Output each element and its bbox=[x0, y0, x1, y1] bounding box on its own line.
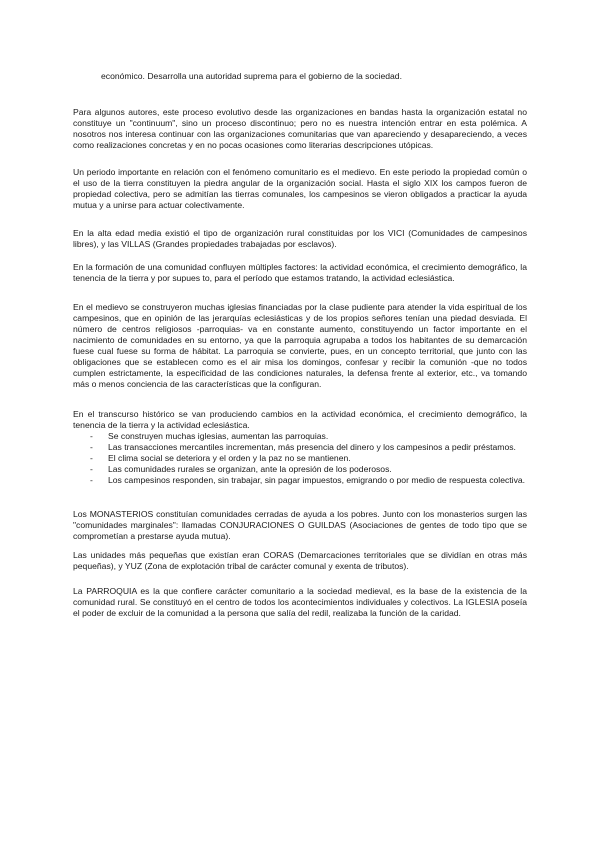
paragraph-parroquia-iglesia: La PARROQUIA es la que confiere carácter comunitario a la sociedad medieval, es la base de la existencia de la comunidad rural. Se constituyó en el centro de todos los acontecimientos individuales y colectivos. La IGLESIA poseía el poder de excluir de la comunidad a la persona que salía del redil, realizaba la función de la caridad. bbox=[73, 586, 527, 618]
list-item bbox=[88, 475, 527, 486]
list-item-text: Las comunidades rurales se organizan, ante la opresión de los poderosos. bbox=[108, 464, 392, 474]
list-item-text: Los campesinos responden, sin trabajar, sin pagar impuestos, emigrando o por medio de respuesta colectiva. bbox=[108, 475, 526, 485]
paragraph-vici-villas: En la alta edad media existió el tipo de organización rural constituidas por los VICI (Comunidades de campesinos libres), y las VILLAS (Grandes propiedades trabajadas por esclavos). bbox=[73, 228, 527, 249]
list-item bbox=[88, 431, 527, 442]
list-item-text: Las transacciones mercantiles incrementan, más presencia del dinero y los campesinos a pedir préstamos. bbox=[108, 442, 516, 452]
list-item bbox=[88, 453, 527, 464]
list-item bbox=[88, 464, 527, 475]
paragraph-historical-changes: En el transcurso histórico se van produciendo cambios en la actividad económica, el crecimiento demográfico, la tenencia de la tierra y la actividad eclesiástica. bbox=[73, 409, 527, 430]
paragraph-coras-yuz: Las unidades más pequeñas que existían eran CORAS (Demarcaciones territoriales que se dividían en otras más pequeñas), y YUZ (Zona de explotación tribal de carácter comunal y exenta de tributos). bbox=[73, 550, 527, 571]
list-dash: - bbox=[90, 453, 93, 463]
paragraph-community-factors: En la formación de una comunidad confluyen múltiples factores: la actividad económica, el crecimiento demográfico, la tenencia de la tierra y por supues to, para el período que estamos tratando, la actividad eclesiástica. bbox=[73, 262, 527, 283]
list-dash: - bbox=[90, 431, 93, 441]
paragraph-evolution-debate: Para algunos autores, este proceso evolutivo desde las organizaciones en bandas hasta la organización estatal no constituye un "continuum", sino un proceso discontinuo; pero no es nuestra intención entrar en esta polémica. A nosotros nos interesa continuar con las organizaciones comunitarias que van apareciendo y desapareciendo, a veces como realizaciones concretas y en no pocas ocasiones como literarias descripciones utópicas. bbox=[73, 107, 527, 150]
paragraph-medieval-period: Un periodo importante en relación con el fenómeno comunitario es el medievo. En este periodo la propiedad común o el uso de la tierra constituyen la piedra angular de la organización social. Hasta el siglo XIX los campos fueron de propiedad colectiva, pero se admitían las tierras comunales, los campesinos se vieron obligados a practicar la ayuda mutua y a unirse para actuar colectivamente. bbox=[73, 167, 527, 210]
list-item-text: El clima social se deteriora y el orden y la paz no se mantienen. bbox=[108, 453, 351, 463]
list-dash: - bbox=[90, 475, 93, 485]
list-item-text: Se construyen muchas iglesias, aumentan las parroquias. bbox=[108, 431, 329, 441]
list-item bbox=[88, 442, 527, 453]
list-dash: - bbox=[90, 464, 93, 474]
paragraph-churches-parishes: En el medievo se construyeron muchas iglesias financiadas por la clase pudiente para atender la vida espiritual de los campesinos, que en opinión de las jerarquías eclesiásticas y de los propios señores tenían una piedad desviada. El número de centros religiosos -parroquias- va en constante aumento, constituyendo un factor importante en el nacimiento de comunidades en su entorno, ya que la parroquia agrupaba a todos los habitantes de su demarcación fuese cual fuese su forma de hábitat. La parroquia se convierte, pues, en un concepto territorial, que junto con las obligaciones que se establecen como es el air misa los domingos, confesar y recibir la comunión -que no todos cumplen estrictamente, la especificidad de las condiciones naturales, la defensa frente al exterior, etc., va tomando más o menos conciencia de las características que la configuran. bbox=[73, 302, 527, 389]
paragraph-intro-continuation: económico. Desarrolla una autoridad suprema para el gobierno de la sociedad. bbox=[101, 71, 402, 81]
list-dash: - bbox=[90, 442, 93, 452]
changes-list bbox=[88, 431, 527, 486]
paragraph-monasteries: Los MONASTERIOS constituían comunidades cerradas de ayuda a los pobres. Junto con los monasterios surgen las "comunidades marginales": llamadas CONJURACIONES O GUILDAS (Asociaciones de gentes de todo tipo que se comprometían a prestarse ayuda mutua). bbox=[73, 509, 527, 541]
